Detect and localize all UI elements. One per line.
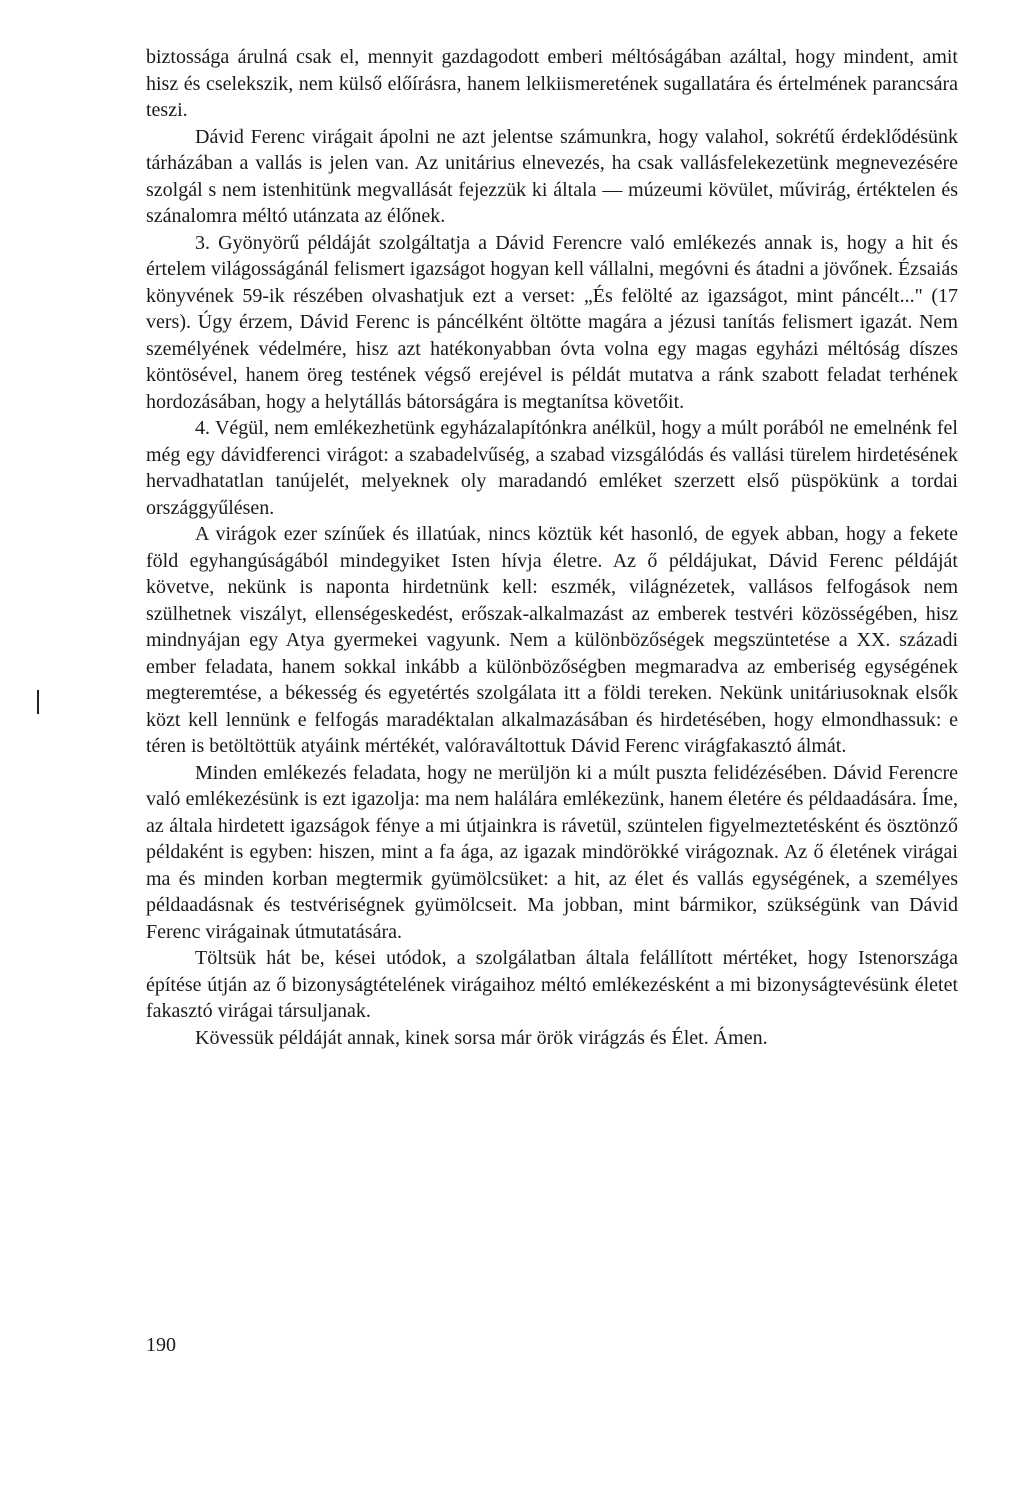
paragraph: biztossága árulná csak el, mennyit gazdagodott emberi méltóságában azáltal, hogy mindent, amit hisz és cselekszik, nem külső előírásra, hanem lelkiismeretének sugallatára és értelmének parancsára teszi. [146,46,958,121]
paragraph: A virágok ezer színűek és illatúak, nincs köztük két hasonló, de egyek abban, hogy a fekete föld egyhangúságából mindegyiket Isten hívja életre. Az ő példájukat, Dávid Ferenc példáját követve, nekünk is naponta hirdetnünk kell: eszmék, világnézetek, vallásos felfogások nem szülhetnek viszályt, ellenségeskedést, erőszak-alkalmazást az emberek testvéri közösségében, hisz mindnyájan egy Atya gyermekei vagyunk. Nem a különbözőségek megszüntetése a XX. századi ember feladata, hanem sokkal inkább a különbözőségben megmaradva az emberiség egységének megteremtése, a békesség és egyetértés szolgálata itt a földi tereken. Nekünk unitáriusoknak elsők közt kell lennünk e felfogás maradéktalan alkalmazásában és hirdetésében, hogy elmondhassuk: e téren is betöltöttük atyáink mértékét, valóraváltottuk Dávid Ferenc virágfakasztó álmát. [146,523,958,757]
paragraph: Dávid Ferenc virágait ápolni ne azt jelentse számunkra, hogy valahol, sokrétű érdeklődésünk tárházában a vallás is jelen van. Az unitárius elnevezés, ha csak vallásfelekezetünk megnevezésére szolgál s nem istenhitünk megvallását fejezzük ki általa — múzeumi kövület, művirág, értéktelen és szánalomra méltó utánzata az élőnek. [146,125,958,227]
paragraph: Töltsük hát be, kései utódok, a szolgálatban általa felállított mértéket, hogy Istenországa építése útján az ő bizonyságtételének virágaihoz méltó emlékezésként a mi bizonyságtevésünk életet fakasztó virágai társuljanak. [146,947,958,1022]
paragraph: Minden emlékezés feladata, hogy ne merüljön ki a múlt puszta felidézésében. Dávid Ferencre való emlékezésünk is ezt igazolja: ma nem halálára emlékezünk, hanem életére és példaadására. Íme, az általa hirdetett igazságok fénye a mi útjainkra is rávetül, szüntelen figyelmeztetésként és ösztönző példaként is egyben: hiszen, mint a fa ága, az igazak mindörökké virágoznak. Az ő életének virágai ma és minden korban megtermik gyümölcsüket: a hit, az élet és vallás egységének, a személyes példaadásnak és testvériségnek gyümölcseit. Ma jobban, mint bármikor, szükségünk van Dávid Ferenc virágainak útmutatására. [146,761,958,943]
margin-mark [37,690,39,714]
paragraph: 4. Végül, nem emlékezhetünk egyházalapítónkra anélkül, hogy a múlt porából ne emelnénk fel még egy dávidferenci virágot: a szabadelvűség, a szabad vizsgálódás és vallási türelem hirdetésének hervadhatatlan tanújelét, melyeknek oly maradandó emléket szerzett első püspökünk a tordai országgyűlésen. [146,417,958,519]
paragraph: 3. Gyönyörű példáját szolgáltatja a Dávid Ferencre való emlékezés annak is, hogy a hit és értelem világosságánál felismert igazságot hogyan kell vállalni, megóvni és átadni a jövőnek. Ézsaiás könyvének 59-ik részében olvashatjuk ezt a verset: „És felölté az igazságot, mint páncélt..." (17 vers). Úgy érzem, Dávid Ferenc is páncélként öltötte magára a jézusi tanítás felismert igazát. Nem személyének védelmére, hisz azt hatékonyabban óvta volna egy magas egyházi méltóság díszes köntösével, hanem öreg testének végső erejével is példát mutatva a ránk szabott feladat terhének hordozásában, hogy a helytállás bátorságára is megtanítsa követőit. [146,231,958,413]
paragraph: Kövessük példáját annak, kinek sorsa már örök virágzás és Élet. Ámen. [195,1026,768,1049]
page-number: 190 [146,1334,176,1356]
page-body [146,44,958,1051]
